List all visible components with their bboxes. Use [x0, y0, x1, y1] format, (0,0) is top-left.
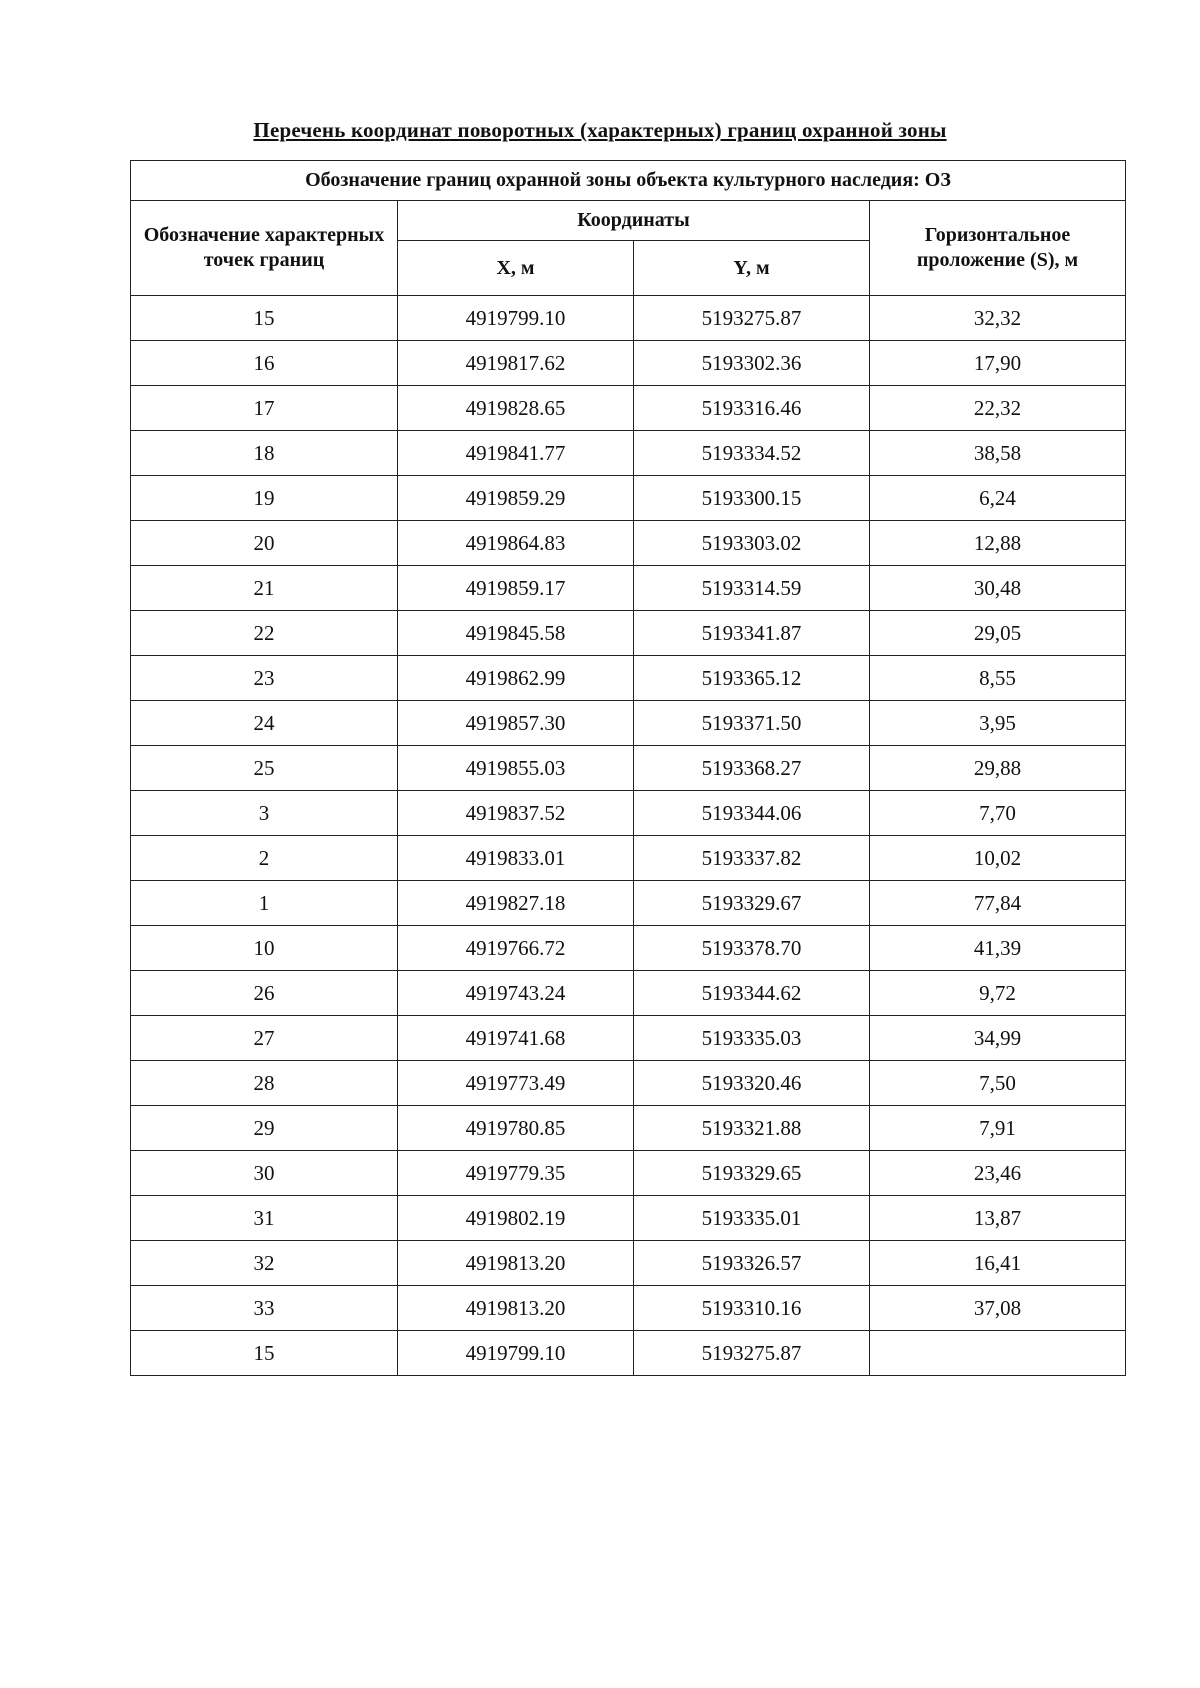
cell-y: 5193310.16 [634, 1286, 870, 1331]
table-row [131, 1286, 1126, 1331]
table-row [131, 521, 1126, 566]
cell-x: 4919780.85 [398, 1106, 634, 1151]
cell-y: 5193378.70 [634, 926, 870, 971]
cell-y: 5193302.36 [634, 341, 870, 386]
cell-x: 4919773.49 [398, 1061, 634, 1106]
cell-point: 23 [131, 656, 398, 701]
table-row [131, 476, 1126, 521]
cell-point: 3 [131, 791, 398, 836]
table-row [131, 386, 1126, 431]
cell-x: 4919743.24 [398, 971, 634, 1016]
cell-y: 5193303.02 [634, 521, 870, 566]
cell-point: 25 [131, 746, 398, 791]
table-row [131, 296, 1126, 341]
cell-distance: 34,99 [870, 1016, 1126, 1061]
cell-point: 1 [131, 881, 398, 926]
cell-y: 5193371.50 [634, 701, 870, 746]
cell-distance: 12,88 [870, 521, 1126, 566]
cell-distance: 17,90 [870, 341, 1126, 386]
table-row [131, 611, 1126, 656]
cell-x: 4919859.29 [398, 476, 634, 521]
cell-y: 5193300.15 [634, 476, 870, 521]
cell-x: 4919855.03 [398, 746, 634, 791]
cell-x: 4919802.19 [398, 1196, 634, 1241]
cell-point: 22 [131, 611, 398, 656]
cell-point: 27 [131, 1016, 398, 1061]
cell-y: 5193341.87 [634, 611, 870, 656]
cell-point: 17 [131, 386, 398, 431]
cell-y: 5193368.27 [634, 746, 870, 791]
cell-distance: 8,55 [870, 656, 1126, 701]
cell-y: 5193316.46 [634, 386, 870, 431]
header-horizontal-distance: Горизонтальное проложение (S), м [870, 201, 1126, 296]
header-coordinates: Координаты [398, 201, 870, 241]
table-row [131, 1016, 1126, 1061]
table-body [131, 296, 1126, 1376]
cell-x: 4919813.20 [398, 1286, 634, 1331]
cell-x: 4919741.68 [398, 1016, 634, 1061]
cell-x: 4919799.10 [398, 296, 634, 341]
cell-point: 29 [131, 1106, 398, 1151]
table-caption: Обозначение границ охранной зоны объекта культурного наследия: ОЗ [131, 161, 1126, 201]
cell-distance: 29,88 [870, 746, 1126, 791]
table-row [131, 1106, 1126, 1151]
cell-y: 5193344.62 [634, 971, 870, 1016]
cell-point: 33 [131, 1286, 398, 1331]
table-row [131, 701, 1126, 746]
cell-distance: 77,84 [870, 881, 1126, 926]
table-row [131, 1196, 1126, 1241]
table-row [131, 1331, 1126, 1376]
table-row [131, 1241, 1126, 1286]
cell-y: 5193335.03 [634, 1016, 870, 1061]
document-title: Перечень координат поворотных (характерных) границ охранной зоны [253, 118, 947, 142]
cell-distance: 10,02 [870, 836, 1126, 881]
table-row [131, 791, 1126, 836]
cell-y: 5193329.67 [634, 881, 870, 926]
cell-x: 4919833.01 [398, 836, 634, 881]
cell-y: 5193326.57 [634, 1241, 870, 1286]
cell-y: 5193314.59 [634, 566, 870, 611]
cell-point: 15 [131, 296, 398, 341]
cell-point: 15 [131, 1331, 398, 1376]
cell-x: 4919857.30 [398, 701, 634, 746]
cell-point: 28 [131, 1061, 398, 1106]
cell-distance: 41,39 [870, 926, 1126, 971]
table-row [131, 926, 1126, 971]
cell-distance: 29,05 [870, 611, 1126, 656]
cell-distance: 9,72 [870, 971, 1126, 1016]
table-row [131, 341, 1126, 386]
cell-x: 4919845.58 [398, 611, 634, 656]
cell-distance: 7,70 [870, 791, 1126, 836]
cell-point: 19 [131, 476, 398, 521]
table-row [131, 746, 1126, 791]
table-row [131, 1061, 1126, 1106]
header-point-designation: Обозначение характерных точек границ [131, 201, 398, 296]
cell-y: 5193275.87 [634, 296, 870, 341]
cell-point: 10 [131, 926, 398, 971]
cell-distance: 30,48 [870, 566, 1126, 611]
table-row [131, 1151, 1126, 1196]
cell-distance: 7,50 [870, 1061, 1126, 1106]
table-row [131, 431, 1126, 476]
cell-point: 24 [131, 701, 398, 746]
cell-point: 16 [131, 341, 398, 386]
cell-point: 18 [131, 431, 398, 476]
cell-x: 4919817.62 [398, 341, 634, 386]
cell-x: 4919799.10 [398, 1331, 634, 1376]
cell-distance: 6,24 [870, 476, 1126, 521]
cell-distance: 7,91 [870, 1106, 1126, 1151]
cell-point: 32 [131, 1241, 398, 1286]
cell-x: 4919864.83 [398, 521, 634, 566]
cell-y: 5193321.88 [634, 1106, 870, 1151]
cell-y: 5193337.82 [634, 836, 870, 881]
cell-x: 4919813.20 [398, 1241, 634, 1286]
cell-x: 4919859.17 [398, 566, 634, 611]
cell-y: 5193365.12 [634, 656, 870, 701]
cell-y: 5193335.01 [634, 1196, 870, 1241]
table-row [131, 566, 1126, 611]
cell-y: 5193329.65 [634, 1151, 870, 1196]
cell-distance: 38,58 [870, 431, 1126, 476]
cell-distance: 32,32 [870, 296, 1126, 341]
cell-x: 4919862.99 [398, 656, 634, 701]
coordinates-table [130, 160, 1126, 1376]
cell-point: 31 [131, 1196, 398, 1241]
header-x: X, м [398, 241, 634, 296]
cell-distance: 13,87 [870, 1196, 1126, 1241]
cell-point: 2 [131, 836, 398, 881]
cell-x: 4919828.65 [398, 386, 634, 431]
cell-y: 5193320.46 [634, 1061, 870, 1106]
cell-distance: 3,95 [870, 701, 1126, 746]
cell-y: 5193344.06 [634, 791, 870, 836]
cell-distance: 16,41 [870, 1241, 1126, 1286]
table-row [131, 881, 1126, 926]
cell-x: 4919827.18 [398, 881, 634, 926]
cell-distance [870, 1331, 1126, 1376]
table-row [131, 836, 1126, 881]
cell-point: 26 [131, 971, 398, 1016]
cell-distance: 37,08 [870, 1286, 1126, 1331]
table-row [131, 971, 1126, 1016]
table-row [131, 656, 1126, 701]
cell-x: 4919837.52 [398, 791, 634, 836]
cell-x: 4919779.35 [398, 1151, 634, 1196]
cell-point: 21 [131, 566, 398, 611]
cell-point: 30 [131, 1151, 398, 1196]
cell-y: 5193275.87 [634, 1331, 870, 1376]
cell-point: 20 [131, 521, 398, 566]
cell-distance: 23,46 [870, 1151, 1126, 1196]
header-y: Y, м [634, 241, 870, 296]
cell-x: 4919841.77 [398, 431, 634, 476]
cell-x: 4919766.72 [398, 926, 634, 971]
cell-distance: 22,32 [870, 386, 1126, 431]
cell-y: 5193334.52 [634, 431, 870, 476]
